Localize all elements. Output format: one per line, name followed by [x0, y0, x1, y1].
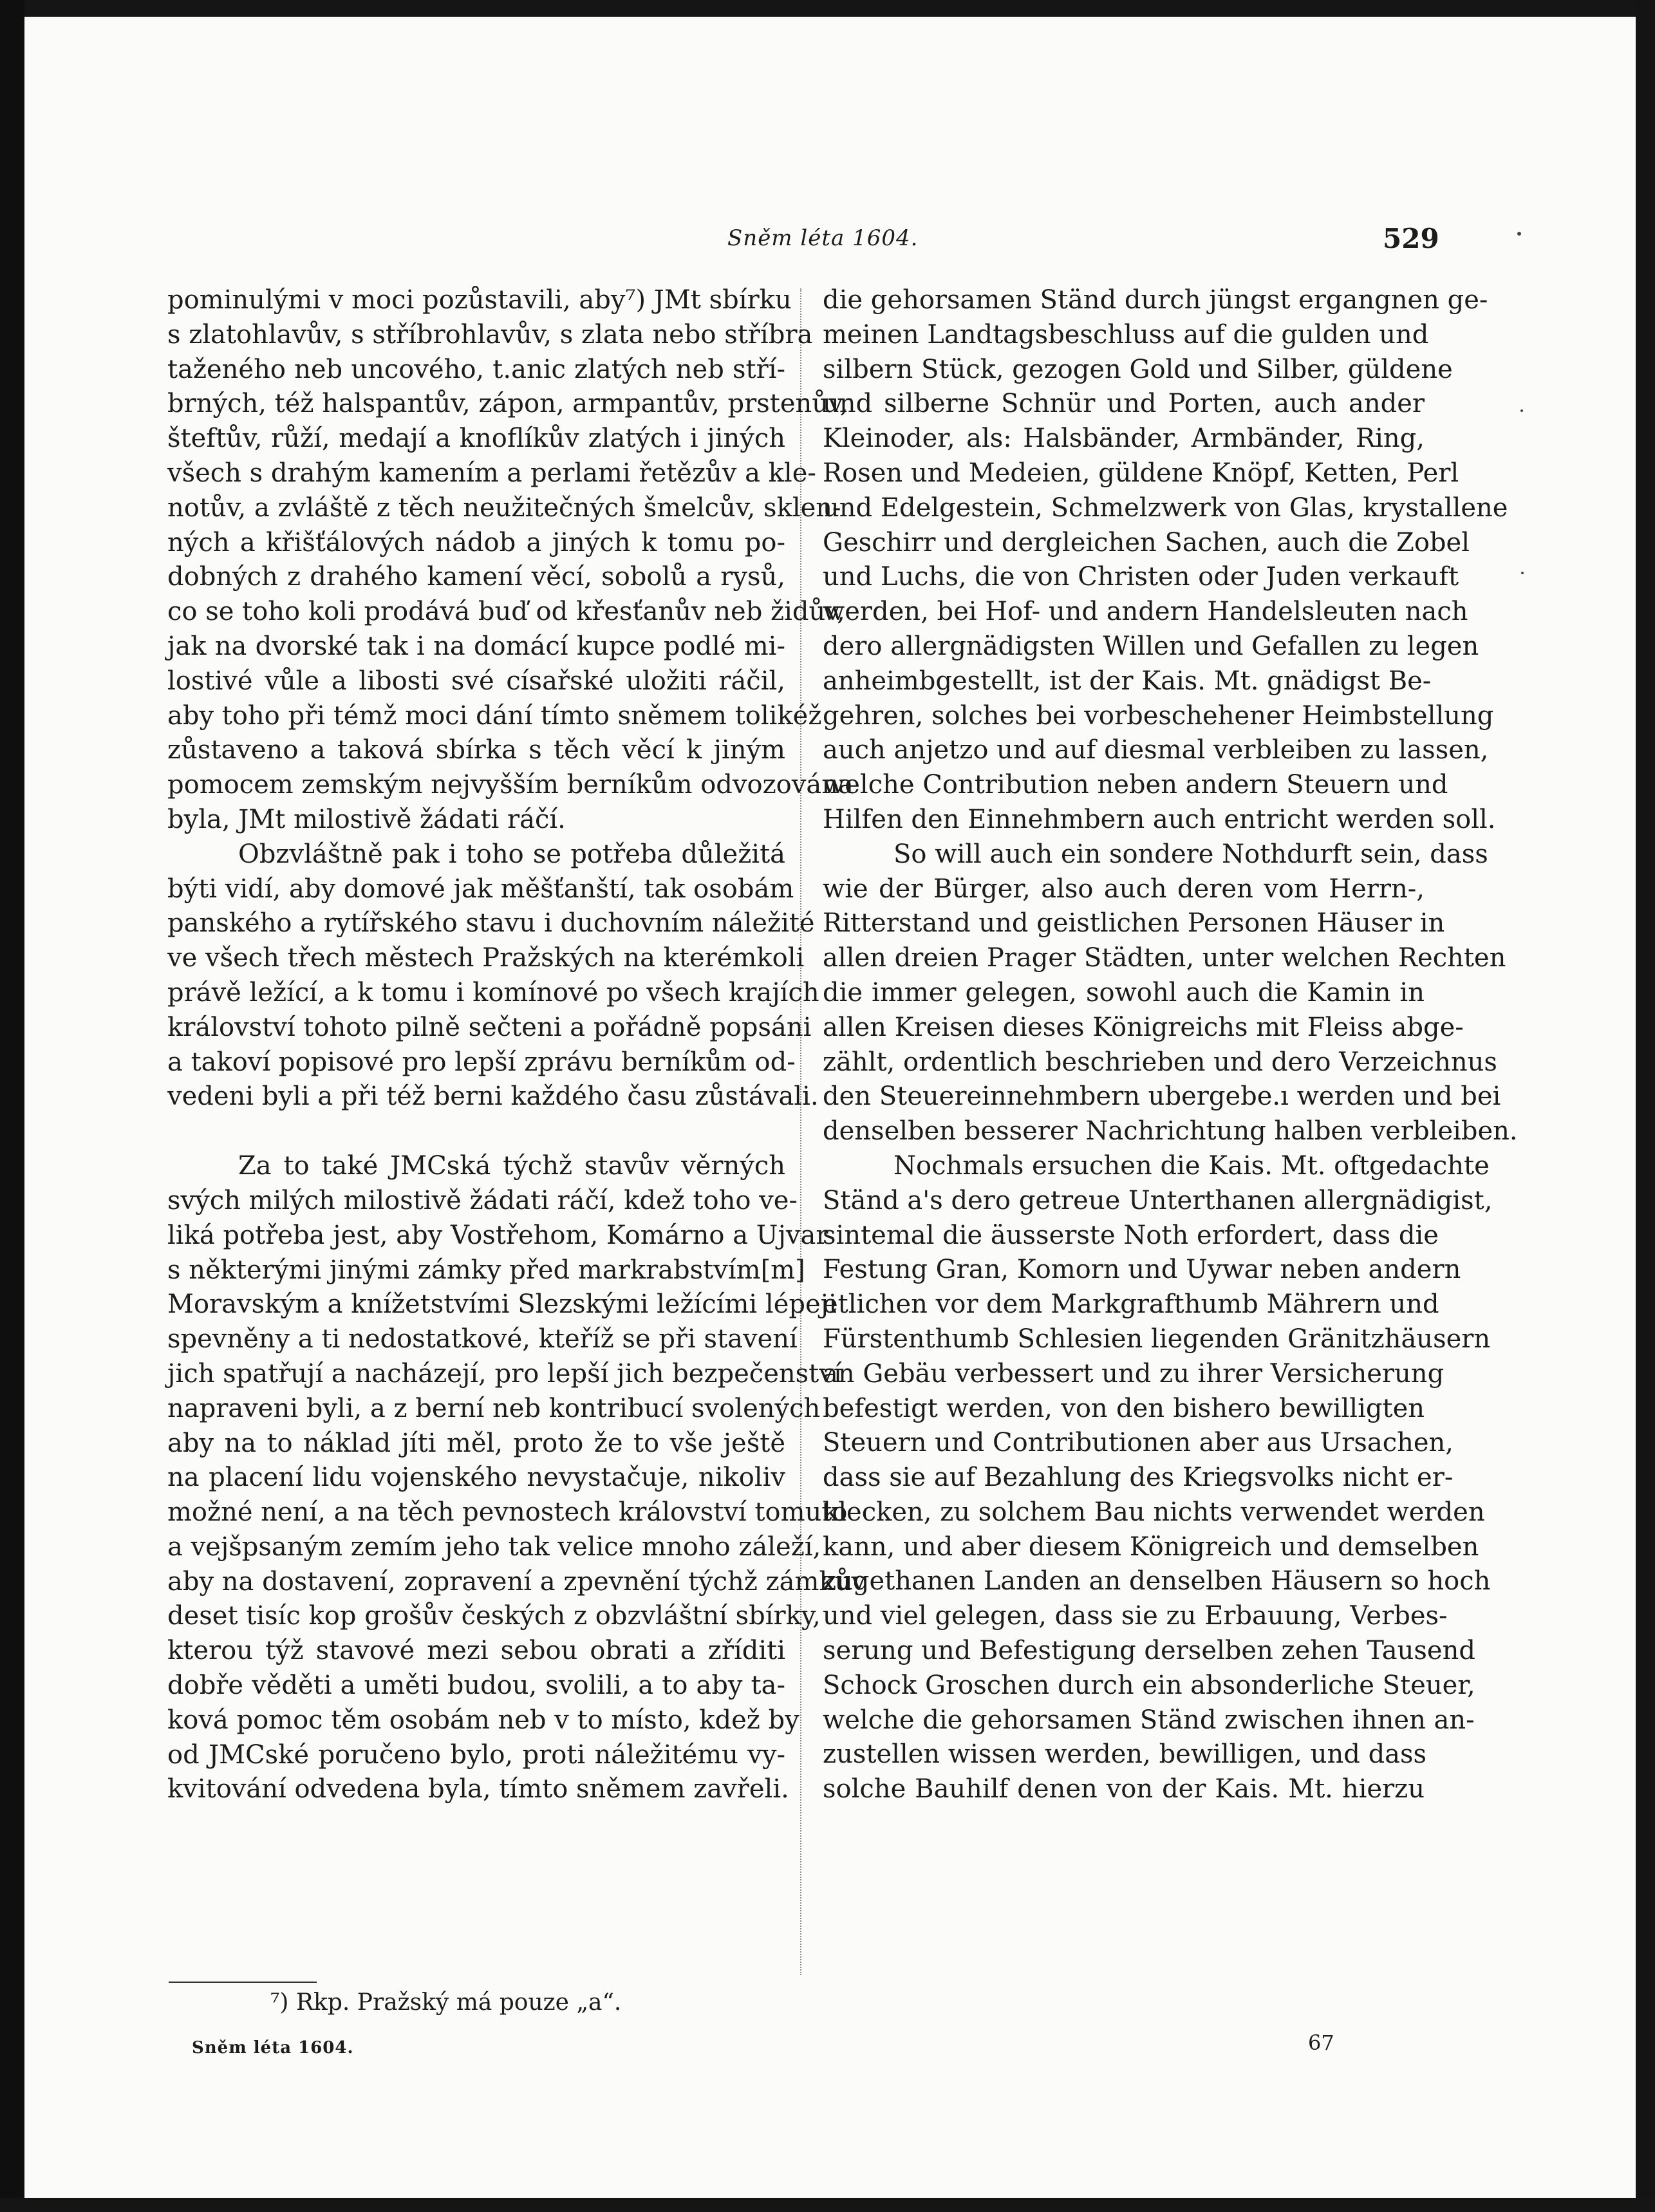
text-line: Rosen und Medeien, güldene Knöpf, Ketten, Perl — [823, 458, 1459, 488]
column-divider — [800, 288, 803, 1975]
text-line: vedeni byli a při též berni každého času zůstávali. — [167, 1082, 819, 1112]
text-line: meinen Landtagsbeschluss auf die gulden und — [823, 319, 1429, 350]
scan-speck — [1520, 409, 1523, 412]
text-line: pominulými v moci pozůstavili, aby⁷) JMt sbírku — [167, 285, 792, 315]
text-line: s některými jinými zámky před markrabstvím[m] — [167, 1255, 805, 1285]
footnote-rule — [169, 1982, 317, 1983]
text-line: und Edelgestein, Schmelzwerk von Glas, krystallene — [823, 492, 1508, 523]
text-line: s zlatohlavův, s stříbrohlavův, s zlata nebo stříbra — [167, 319, 813, 350]
text-line: an Gebäu verbessert und zu ihrer Versicherung — [823, 1358, 1445, 1389]
text-line: kterou týž stavové mezi sebou obrati a zříditi — [167, 1636, 785, 1666]
text-line: zustellen wissen werden, bewilligen, und dass — [823, 1739, 1427, 1770]
text-line: silbern Stück, gezogen Gold und Silber, güldene — [823, 354, 1453, 384]
text-line: co se toho koli prodává buď od křesťanův neb židův, — [167, 597, 845, 627]
paragraph-gap — [167, 1114, 785, 1149]
text-line: aby na dostavení, zopravení a zpevnění týchž zámkův — [167, 1566, 866, 1597]
text-line: liká potřeba jest, aby Vostřehom, Komárno a Ujvar — [167, 1220, 828, 1250]
text-line: svých milých milostivě žádati ráčí, kdež toho ve- — [167, 1185, 798, 1215]
text-line: befestigt werden, von den bishero bewilligten — [823, 1393, 1425, 1423]
text-line: na placení lidu vojenského nevystačuje, nikoliv — [167, 1463, 785, 1493]
text-line: býti vidí, aby domové jak měšťanští, tak osobám — [167, 874, 794, 904]
text-line: taženého neb uncového, t.anic zlatých neb stří- — [167, 354, 785, 384]
right-column — [823, 283, 1518, 1807]
text-line: allen dreien Prager Städten, unter welchen Rechten — [823, 943, 1506, 973]
text-line: dass sie auf Bezahlung des Kriegsvolks nicht er- — [823, 1463, 1454, 1493]
text-line: Nochmals ersuchen die Kais. Mt. oftgedachte — [893, 1150, 1490, 1181]
text-line: a vejšpsaným zemím jeho tak velice mnoho záleží, — [167, 1532, 821, 1562]
text-line: den Steuereinnehmbern ubergebe.ı werden und bei — [823, 1082, 1501, 1112]
text-line: und Luchs, die von Christen oder Juden verkauft — [823, 562, 1459, 592]
text-line: auch anjetzo und auf diesmal verbleiben zu lassen, — [823, 735, 1489, 765]
text-line: dero allergnädigsten Willen und Gefallen zu legen — [823, 631, 1479, 661]
text-line: notův, a zvláště z těch neužitečných šmelcův, sklen- — [167, 492, 841, 523]
text-line: etlichen vor dem Markgrafthumb Mährern und — [823, 1289, 1439, 1320]
text-line: právě ležící, a k tomu i komínové po všech krajích — [167, 977, 819, 1008]
text-line: šteftův, růží, medají a knoflíkův zlatých i jiných — [167, 424, 785, 454]
text-line: možné není, a na těch pevnostech království tomuto — [167, 1497, 848, 1528]
text-line: Schock Groschen durch ein absonderliche Steuer, — [823, 1670, 1475, 1700]
text-line: od JMCské poručeno bylo, proti náležitému vy- — [167, 1739, 785, 1770]
text-line: Obzvláštně pak i toho se potřeba důležitá — [238, 839, 785, 869]
scan-speck — [1517, 232, 1521, 236]
text-line: aby na to náklad jíti měl, proto že to vše ještě — [167, 1428, 785, 1458]
text-line: spevněny a ti nedostatkové, kteříž se při stavení — [167, 1324, 798, 1354]
text-line: panského a rytířského stavu i duchovním náležité — [167, 908, 815, 939]
text-line: klecken, zu solchem Bau nichts verwendet werden — [823, 1497, 1485, 1527]
text-line: lostivé vůle a libosti své císařské uložiti ráčil, — [167, 666, 785, 696]
text-line: pomocem zemským nejvyšším berníkům odvozována — [167, 770, 854, 800]
scan-border-left — [0, 0, 24, 2212]
scan-border-right — [1636, 0, 1655, 2212]
text-line: zugethanen Landen an denselben Häusern so hoch — [823, 1566, 1491, 1597]
text-line: So will auch ein sondere Nothdurft sein, dass — [893, 839, 1488, 869]
text-line: anheimbgestellt, ist der Kais. Mt. gnädigst Be- — [823, 666, 1432, 696]
text-line: die immer gelegen, sowohl auch die Kamin in — [823, 977, 1425, 1008]
text-line: deset tisíc kop grošův českých z obzvláštní sbírky, — [167, 1601, 821, 1631]
sheet-signature: Sněm léta 1604. — [192, 2038, 354, 2057]
scan-speck — [1521, 572, 1524, 574]
text-line: Ritterstand und geistlichen Personen Häuser in — [823, 908, 1445, 939]
text-line: brných, též halspantův, zápon, armpantův, prstenův, — [167, 389, 848, 419]
text-line: Fürstenthumb Schlesien liegenden Gränitzhäusern — [823, 1324, 1491, 1354]
text-line: serung und Befestigung derselben zehen Tausend — [823, 1636, 1475, 1666]
text-line: aby toho při témž moci dání tímto sněmem tolikéž — [167, 700, 822, 731]
text-line: království tohoto pilně sečteni a pořádně popsáni — [167, 1012, 812, 1042]
text-line: Moravským a knížetstvími Slezskými ležícími lépeji — [167, 1289, 837, 1320]
text-line: Hilfen den Einnehmbern auch entricht werden soll. — [823, 804, 1496, 834]
text-line: byla, JMt milostivě žádati ráčí. — [167, 804, 566, 834]
text-line: und viel gelegen, dass sie zu Erbauung, Verbes- — [823, 1601, 1448, 1631]
text-line: zählt, ordentlich beschrieben und dero Verzeichnus — [823, 1047, 1497, 1077]
text-line: werden, bei Hof- und andern Handelsleuten nach — [823, 597, 1468, 627]
text-line: ve všech třech městech Pražských na kterémkoli — [167, 943, 805, 973]
text-line: jak na dvorské tak i na domácí kupce podlé mi- — [167, 631, 785, 661]
text-line: všech s drahým kamením a perlami řetězův a kle- — [167, 458, 816, 488]
text-line: napraveni byli, a z berní neb kontribucí svolených — [167, 1393, 821, 1423]
text-line: sintemal die äusserste Noth erfordert, dass die — [823, 1220, 1439, 1250]
text-line: wie der Bürger, also auch deren vom Herrn-, — [823, 874, 1425, 904]
text-line: ková pomoc těm osobám neb v to místo, kdež by — [167, 1705, 799, 1735]
text-line: Ständ a's dero getreue Unterthanen allergnädigist, — [823, 1185, 1493, 1215]
text-line: Kleinoder, als: Halsbänder, Armbänder, Ring, — [823, 424, 1425, 454]
text-line: Za to také JMCská týchž stavův věrných — [238, 1151, 785, 1181]
text-line: welche Contribution neben andern Steuern und — [823, 770, 1448, 800]
text-line: Geschirr und dergleichen Sachen, auch die Zobel — [823, 527, 1470, 558]
text-line: gehren, solches bei vorbeschehener Heimbstellung — [823, 700, 1494, 731]
text-line: kann, und aber diesem Königreich und demselben — [823, 1532, 1479, 1562]
text-line: die gehorsamen Ständ durch jüngst ergangnen ge- — [823, 285, 1488, 315]
text-line: allen Kreisen dieses Königreichs mit Fleiss abge- — [823, 1012, 1464, 1042]
text-line: zůstaveno a taková sbírka s těch věcí k jiným — [167, 735, 785, 765]
sheet-number: 67 — [1308, 2030, 1334, 2055]
running-head: Sněm léta 1604. — [727, 225, 919, 251]
left-column — [167, 283, 866, 1807]
text-line: denselben besserer Nachrichtung halben verbleiben. — [823, 1116, 1518, 1147]
text-line: dobných z drahého kamení věcí, sobolů a rysů, — [167, 562, 785, 592]
text-line: welche die gehorsamen Ständ zwischen ihnen an- — [823, 1705, 1475, 1735]
text-line: dobře věděti a uměti budou, svolili, a to aby ta- — [167, 1671, 785, 1701]
text-line: und silberne Schnür und Porten, auch ander — [823, 389, 1425, 419]
text-line: a takoví popisové pro lepší zprávu berníkům od- — [167, 1047, 796, 1077]
scan-border-bottom — [0, 2198, 1655, 2212]
page-number: 529 — [1383, 223, 1439, 254]
text-line: solche Bauhilf denen von der Kais. Mt. hierzu — [823, 1774, 1425, 1804]
text-line: kvitování odvedena byla, tímto sněmem zavřeli. — [167, 1774, 789, 1804]
text-line: jich spatřují a nacházejí, pro lepší jich bezpečenství — [167, 1358, 842, 1389]
text-line: Festung Gran, Komorn und Uywar neben andern — [823, 1255, 1461, 1285]
text-line: Steuern und Contributionen aber aus Ursachen, — [823, 1428, 1454, 1458]
text-line: ných a křišťálových nádob a jiných k tomu po- — [167, 527, 785, 558]
footnote: ⁷) Rkp. Pražský má pouze „a“. — [270, 1989, 622, 2016]
scan-border-top — [0, 0, 1655, 17]
